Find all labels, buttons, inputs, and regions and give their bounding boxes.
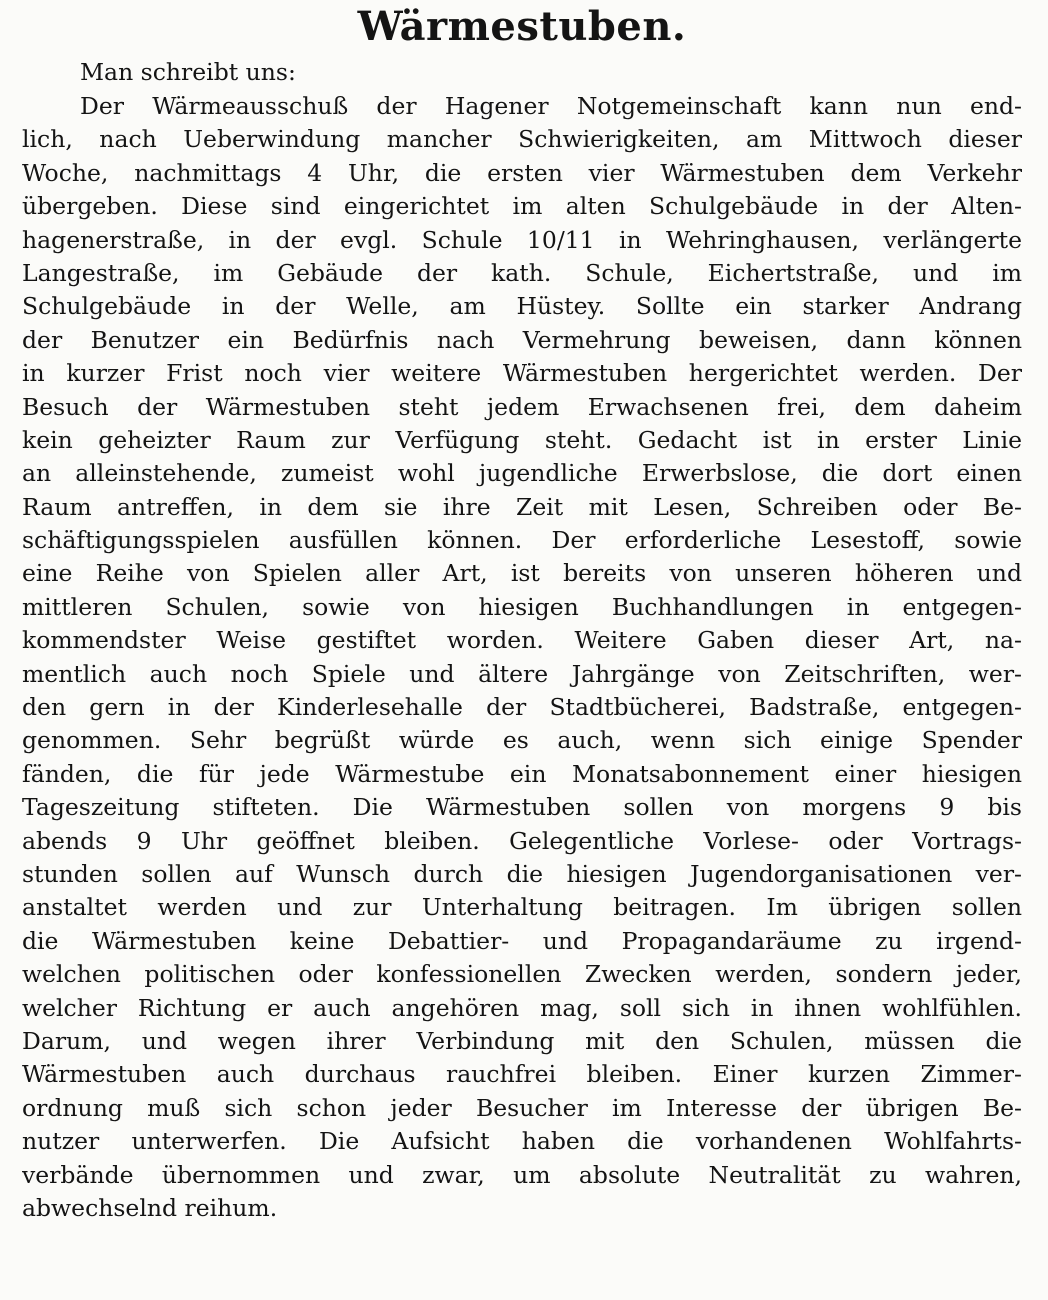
article-line: schäftigungsspielen ausfüllen können. Der erforderliche Lesestoff, sowie <box>22 526 1022 555</box>
article-line: Tageszeitung stifteten. Die Wärmestuben sollen von morgens 9 bis <box>22 793 1022 822</box>
article-line: Wärmestuben auch durchaus rauchfrei bleiben. Einer kurzen Zimmer- <box>22 1060 1022 1089</box>
article-line: übergeben. Diese sind eingerichtet im alten Schulgebäude in der Alten- <box>22 192 1022 221</box>
article-line: der Benutzer ein Bedürfnis nach Vermehrung beweisen, dann können <box>22 325 1022 354</box>
article-line: lich, nach Ueberwindung mancher Schwierigkeiten, am Mittwoch dieser <box>22 125 1022 154</box>
article-line: mentlich auch noch Spiele und ältere Jahrgänge von Zeitschriften, wer- <box>22 659 1022 688</box>
article-line: Langestraße, im Gebäude der kath. Schule, Eichertstraße, und im <box>22 258 1022 287</box>
article-line: Woche, nachmittags 4 Uhr, die ersten vier Wärmestuben dem Verkehr <box>22 158 1022 187</box>
article-line: in kurzer Frist noch vier weitere Wärmestuben hergerichtet werden. Der <box>22 359 1022 388</box>
article-line: an alleinstehende, zumeist wohl jugendliche Erwerbslose, die dort einen <box>22 459 1022 488</box>
article-line: die Wärmestuben keine Debattier- und Propagandaräume zu irgend- <box>22 926 1022 955</box>
article-line: welchen politischen oder konfessionellen Zwecken werden, sondern jeder, <box>22 960 1022 989</box>
article-line: kein geheizter Raum zur Verfügung steht. Gedacht ist in erster Linie <box>22 425 1022 454</box>
article-line: Besuch der Wärmestuben steht jedem Erwachsenen frei, dem daheim <box>22 392 1022 421</box>
article-line: verbände übernommen und zwar, um absolute Neutralität zu wahren, <box>22 1160 1022 1189</box>
article-line: Der Wärmeausschuß der Hagener Notgemeinschaft kann nun end- <box>80 92 1022 120</box>
article-line: mittleren Schulen, sowie von hiesigen Buchhandlungen in entgegen- <box>22 592 1022 621</box>
article-line: Schulgebäude in der Welle, am Hüstey. Sollte ein starker Andrang <box>22 292 1022 321</box>
article-line: abends 9 Uhr geöffnet bleiben. Gelegentliche Vorlese- oder Vortrags- <box>22 826 1022 855</box>
article-line: Darum, und wegen ihrer Verbindung mit den Schulen, müssen die <box>22 1026 1022 1055</box>
article-line: stunden sollen auf Wunsch durch die hiesigen Jugendorganisationen ver- <box>22 859 1022 888</box>
article-line: hagenerstraße, in der evgl. Schule 10/11 in Wehringhausen, verlängerte <box>22 225 1022 254</box>
article-line: den gern in der Kinderlesehalle der Stadtbücherei, Badstraße, entgegen- <box>22 693 1022 722</box>
article-line: welcher Richtung er auch angehören mag, soll sich in ihnen wohlfühlen. <box>22 993 1022 1022</box>
article-line: fänden, die für jede Wärmestube ein Monatsabonnement einer hiesigen <box>22 759 1022 788</box>
article-line: abwechselnd reihum. <box>22 1193 278 1222</box>
article-line: ordnung muß sich schon jeder Besucher im Interesse der übrigen Be- <box>22 1093 1022 1122</box>
article-line: Raum antreffen, in dem sie ihre Zeit mit Lesen, Schreiben oder Be- <box>22 492 1022 521</box>
article-body <box>22 90 1022 1225</box>
article-line: eine Reihe von Spielen aller Art, ist bereits von unseren höheren und <box>22 559 1022 588</box>
article-line: nutzer unterwerfen. Die Aufsicht haben die vorhandenen Wohlfahrts- <box>22 1127 1022 1156</box>
article-line: kommendster Weise gestiftet worden. Weitere Gaben dieser Art, na- <box>22 626 1022 655</box>
article-headline: Wärmestuben. <box>357 3 687 50</box>
article-line: anstaltet werden und zur Unterhaltung beitragen. Im übrigen sollen <box>22 893 1022 922</box>
article-intro: Man schreibt uns: <box>80 58 296 86</box>
article-line: genommen. Sehr begrüßt würde es auch, wenn sich einige Spender <box>22 726 1022 755</box>
